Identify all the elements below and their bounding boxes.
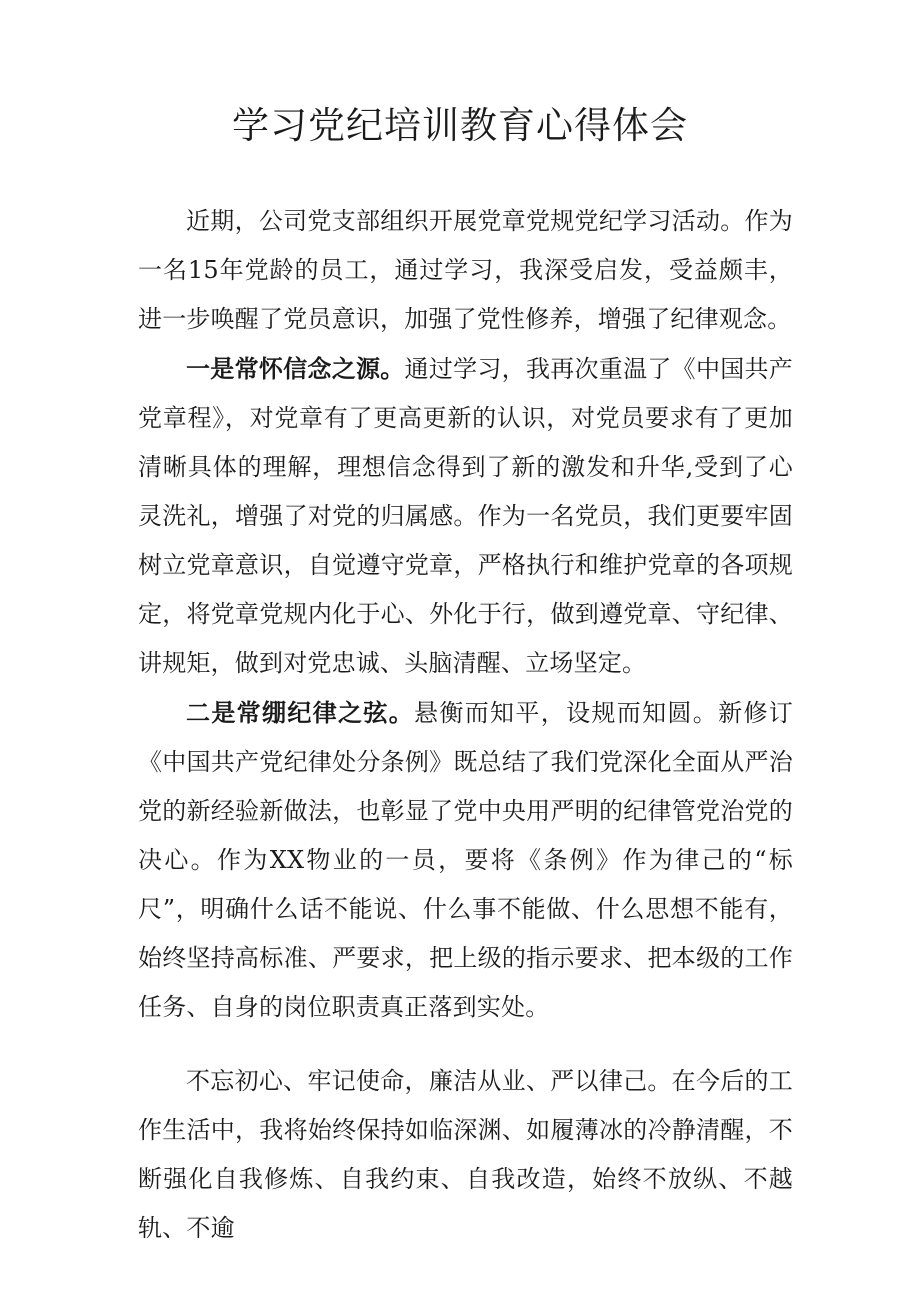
document-title: 学习党纪培训教育心得体会: [232, 104, 688, 147]
paragraph-point-one: [138, 344, 793, 688]
paragraph-point-two: [138, 688, 793, 1032]
paragraph-text: 不忘初心、牢记使命，廉洁从业、严以律己。在今后的工作生活中，我将始终保持如临深渊、如履薄冰的冷静清醒，不断强化自我修炼、自我约束、自我改造，始终不放纵、不越轨、不逾: [138, 1067, 793, 1242]
paragraph-text: 近期，公司党支部组织开展党章党规党纪学习活动。作为一名15年党龄的员工，通过学习，我深受启发，受益颇丰，进一步唤醒了党员意识，加强了党性修养，增强了纪律观念。: [138, 207, 793, 333]
paragraph-text: 悬衡而知平，设规而知圆。新修订《中国共产党纪律处分条例》既总结了我们党深化全面从严治党的新经验新做法，也彰显了党中央用严明的纪律管党治党的决心。作为XX物业的一员，要将《条例》作为律己的“标尺”，明确什么话不能说、什么事不能做、什么思想不能有，始终坚持高标准、严要求，把上级的指示要求、把本级的工作任务、自身的岗位职责真正落到实处。: [138, 699, 793, 1021]
paragraph-conclusion: [138, 1056, 793, 1253]
paragraph-lead: 二是常绷纪律之弦。: [186, 698, 415, 727]
document-body: [138, 196, 793, 1253]
paragraph-intro: [138, 196, 793, 344]
paragraph-lead: 一是常怀信念之源。: [186, 354, 405, 383]
paragraph-text: 通过学习，我再次重温了《中国共产党章程》，对党章有了更高更新的认识，对党员要求有了更加清晰具体的理解，理想信念得到了新的激发和升华,受到了心灵洗礼，增强了对党的归属感。作为一名党员，我们更要牢固树立党章意识，自觉遵守党章，严格执行和维护党章的各项规定，将党章党规内化于心、外化于行，做到遵党章、守纪律、讲规矩，做到对党忠诚、头脑清醒、立场坚定。: [138, 355, 793, 677]
